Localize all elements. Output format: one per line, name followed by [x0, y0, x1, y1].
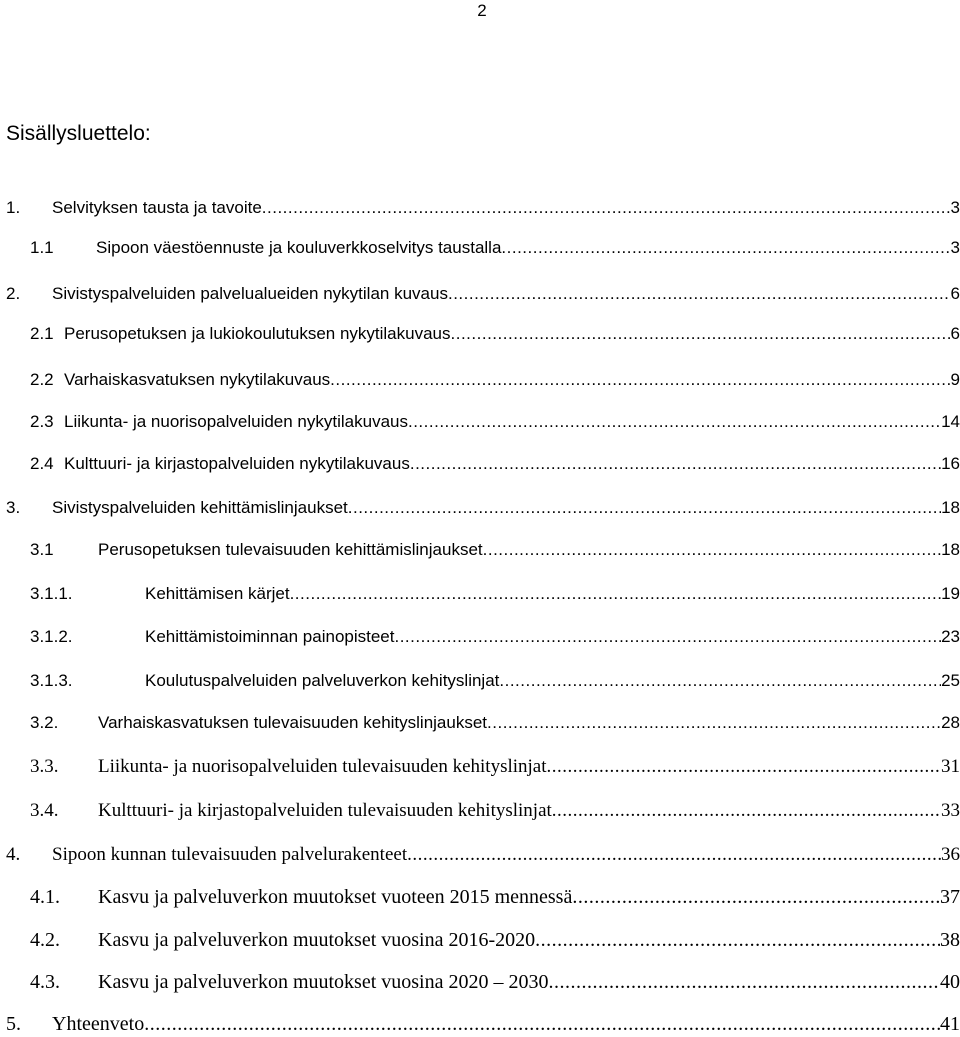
- toc-entry[interactable]: [0, 755, 960, 779]
- toc-entry-page: 38: [940, 929, 960, 951]
- toc-entry-title: Varhaiskasvatuksen nykytilakuvaus: [64, 370, 331, 389]
- toc-entry-number: 3.1.1.: [30, 584, 73, 603]
- toc-entry-title: Liikunta- ja nuorisopalveluiden tulevaisuuden kehityslinjat: [98, 756, 547, 777]
- toc-entry-title: Kulttuuri- ja kirjastopalveluiden nykytilakuvaus: [64, 454, 410, 473]
- toc-entry-page: 14: [941, 412, 960, 431]
- toc-entry-page: 3: [950, 198, 960, 217]
- toc-entry-title: Sipoon väestöennuste ja kouluverkkoselvitys taustalla: [96, 238, 502, 257]
- toc-entry-number: 3.2.: [30, 713, 59, 732]
- toc-entry[interactable]: [0, 452, 960, 476]
- page-number: 2: [477, 1, 487, 20]
- toc-entry-title: Sipoon kunnan tulevaisuuden palvelurakenteet: [52, 844, 408, 865]
- toc-entry-page: 16: [941, 454, 960, 473]
- toc-leader: [348, 496, 941, 520]
- toc-entry-page: 3: [950, 238, 960, 257]
- toc-entry-number: 2.4: [30, 454, 54, 473]
- toc-entry-page: 18: [941, 540, 960, 559]
- toc-entry-title: Kasvu ja palveluverkon muutokset vuosina 2016-2020: [98, 929, 536, 951]
- toc-entry-number: 4.: [6, 844, 21, 865]
- toc-leader: [407, 843, 941, 867]
- toc-entry[interactable]: [0, 322, 960, 346]
- toc-entry-number: 1.: [6, 198, 21, 217]
- toc-entry-title: Perusopetuksen ja lukiokoulutuksen nykytilakuvaus: [64, 324, 451, 343]
- toc-leader: [330, 368, 950, 392]
- toc-entry[interactable]: [0, 669, 960, 693]
- toc-entry-title: Kasvu ja palveluverkon muutokset vuosina 2020 – 2030: [98, 971, 549, 993]
- toc-entry[interactable]: [0, 625, 960, 649]
- toc-entry-number: 2.1: [30, 324, 54, 343]
- toc-entry-number: 3.1: [30, 540, 54, 559]
- toc-leader: [535, 928, 940, 952]
- toc-entry[interactable]: [0, 843, 960, 867]
- toc-entry-page: 6: [950, 284, 960, 303]
- toc-leader: [499, 669, 941, 693]
- toc-entry[interactable]: [0, 582, 960, 606]
- toc-entry[interactable]: [0, 236, 960, 260]
- toc-entry-title: Kasvu ja palveluverkon muutokset vuoteen 2015 mennessä: [98, 886, 573, 908]
- toc-leader: [394, 625, 941, 649]
- toc-leader: [144, 1012, 940, 1036]
- toc-entry-number: 3.1.2.: [30, 627, 73, 646]
- toc-entry-title: Liikunta- ja nuorisopalveluiden nykytilakuvaus: [64, 412, 408, 431]
- toc-entry-page: 36: [941, 844, 960, 865]
- toc-entry-number: 3.1.3.: [30, 671, 73, 690]
- toc-leader: [501, 236, 950, 260]
- toc-leader: [483, 538, 941, 562]
- toc-entry[interactable]: [0, 196, 960, 220]
- toc-entry-page: 37: [940, 886, 960, 908]
- toc-entry-number: 3.4.: [30, 800, 59, 821]
- toc-leader: [552, 799, 941, 823]
- toc-entry-title: Sivistyspalveluiden palvelualueiden nykytilan kuvaus: [52, 284, 448, 303]
- toc-entry[interactable]: [0, 282, 960, 306]
- toc-entry-title: Kehittämisen kärjet: [145, 584, 290, 603]
- toc-entry-number: 3.: [6, 498, 21, 517]
- toc-entry-page: 6: [950, 324, 960, 343]
- toc-leader: [290, 582, 942, 606]
- toc-entry-page: 31: [941, 756, 960, 777]
- toc-entry-title: Yhteenveto: [52, 1013, 145, 1035]
- toc-entry-title: Koulutuspalveluiden palveluverkon kehityslinjat: [145, 671, 500, 690]
- toc-entry[interactable]: [0, 1012, 960, 1036]
- toc-entry[interactable]: [0, 496, 960, 520]
- toc-entry-page: 41: [940, 1013, 960, 1035]
- toc-entry-title: Selvityksen tausta ja tavoite: [52, 198, 262, 217]
- toc-entry-title: Varhaiskasvatuksen tulevaisuuden kehityslinjaukset: [98, 713, 488, 732]
- toc-entry-title: Kehittämistoiminnan painopisteet: [145, 627, 395, 646]
- toc-entry-page: 9: [950, 370, 960, 389]
- toc-leader: [448, 282, 951, 306]
- toc-entry-number: 5.: [6, 1013, 21, 1035]
- toc-leader: [408, 410, 941, 434]
- toc-entry-page: 23: [941, 627, 960, 646]
- toc-entry[interactable]: [0, 538, 960, 562]
- toc-entry-number: 4.2.: [30, 929, 60, 951]
- toc-entry[interactable]: [0, 410, 960, 434]
- toc-entry-page: 28: [941, 713, 960, 732]
- toc-entry[interactable]: [0, 928, 960, 952]
- toc-leader: [451, 322, 951, 346]
- toc-entry[interactable]: [0, 970, 960, 994]
- toc-title: Sisällysluettelo:: [6, 122, 151, 145]
- toc-leader: [572, 885, 940, 909]
- toc-entry-number: 4.1.: [30, 886, 60, 908]
- toc-entry-number: 2.: [6, 284, 21, 303]
- toc-entry-number: 3.3.: [30, 756, 59, 777]
- toc-entry-title: Sivistyspalveluiden kehittämislinjaukset: [52, 498, 348, 517]
- toc-entry-number: 2.2: [30, 370, 54, 389]
- toc-leader: [487, 711, 941, 735]
- toc-entry-title: Kulttuuri- ja kirjastopalveluiden tulevaisuuden kehityslinjat: [98, 800, 552, 821]
- toc-leader: [549, 970, 941, 994]
- toc-entry-page: 25: [941, 671, 960, 690]
- toc-leader: [410, 452, 941, 476]
- toc-entry[interactable]: [0, 799, 960, 823]
- toc-entry-number: 4.3.: [30, 971, 60, 993]
- toc-entry-page: 18: [941, 498, 960, 517]
- toc-leader: [547, 755, 941, 779]
- toc-entry[interactable]: [0, 368, 960, 392]
- toc-entry-number: 2.3: [30, 412, 54, 431]
- toc-entry[interactable]: [0, 885, 960, 909]
- toc-entry-number: 1.1: [30, 238, 54, 257]
- toc-entry-title: Perusopetuksen tulevaisuuden kehittämislinjaukset: [98, 540, 483, 559]
- toc-entry[interactable]: [0, 711, 960, 735]
- toc-entry-page: 19: [941, 584, 960, 603]
- toc-entry-page: 33: [941, 800, 960, 821]
- toc-leader: [262, 196, 951, 220]
- toc-entry-page: 40: [940, 971, 960, 993]
